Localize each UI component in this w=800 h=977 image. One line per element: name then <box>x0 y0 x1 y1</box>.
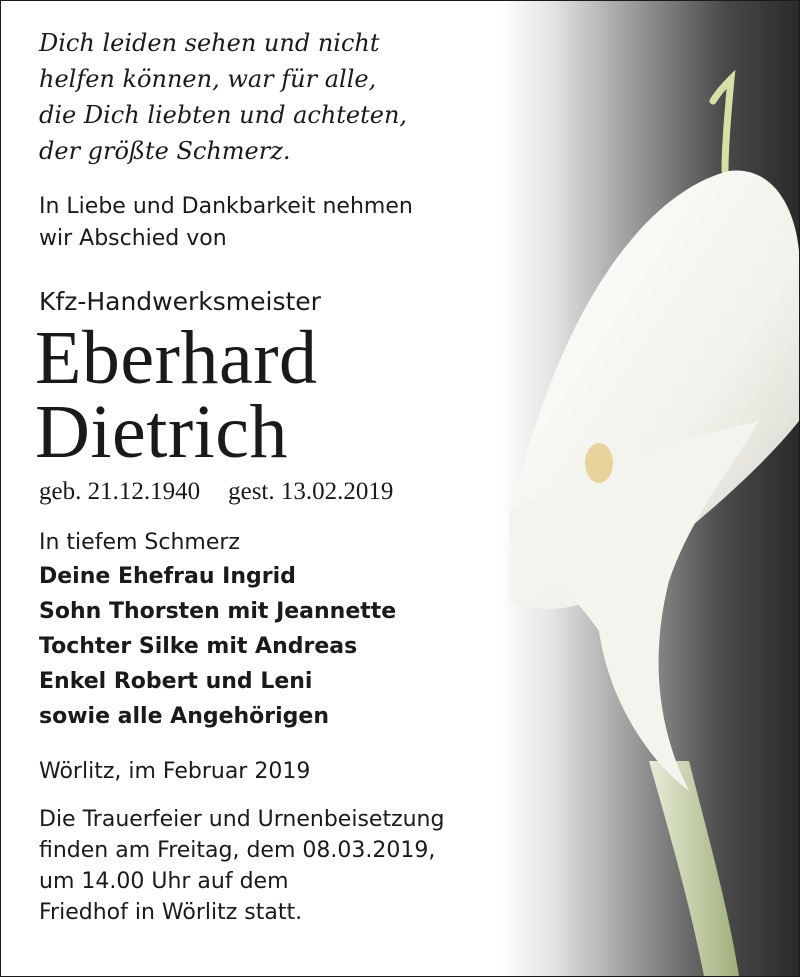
mourner: Sohn Thorsten mit Jeannette <box>39 599 397 624</box>
notice-text <box>35 25 559 928</box>
grief-line: In tiefem Schmerz <box>39 530 240 555</box>
occupation-title: Kfz-Handwerksmeister <box>39 287 321 316</box>
funeral-info <box>39 804 559 928</box>
verse-line: die Dich liebten und achteten, <box>39 101 408 129</box>
verse <box>39 25 559 169</box>
intro-line: In Liebe und Dankbarkeit nehmen <box>39 194 413 219</box>
place-date: Wörlitz, im Februar 2019 <box>39 759 311 784</box>
death-date: gest. 13.02.2019 <box>228 478 394 505</box>
mourner: Tochter Silke mit Andreas <box>39 634 358 659</box>
verse-line: helfen können, war für alle, <box>39 65 377 93</box>
funeral-line: Friedhof in Wörlitz statt. <box>39 900 303 925</box>
verse-line: Dich leiden sehen und nicht <box>39 29 380 57</box>
life-dates <box>39 475 559 509</box>
last-name: Dietrich <box>35 390 289 474</box>
first-name: Eberhard <box>35 316 318 400</box>
mourners-list <box>39 559 559 734</box>
mourner: sowie alle Angehörigen <box>39 704 330 729</box>
birth-date: geb. 21.12.1940 <box>39 478 201 505</box>
mourner: Deine Ehefrau Ingrid <box>39 564 296 589</box>
funeral-line: finden am Freitag, dem 08.03.2019, <box>39 838 436 863</box>
intro-line: wir Abschied von <box>39 226 227 251</box>
funeral-line: Die Trauerfeier und Urnenbeisetzung <box>39 807 445 832</box>
mourner: Enkel Robert und Leni <box>39 669 313 694</box>
funeral-line: um 14.00 Uhr auf dem <box>39 869 289 894</box>
intro-text <box>39 191 559 255</box>
verse-line: der größte Schmerz. <box>39 137 291 165</box>
